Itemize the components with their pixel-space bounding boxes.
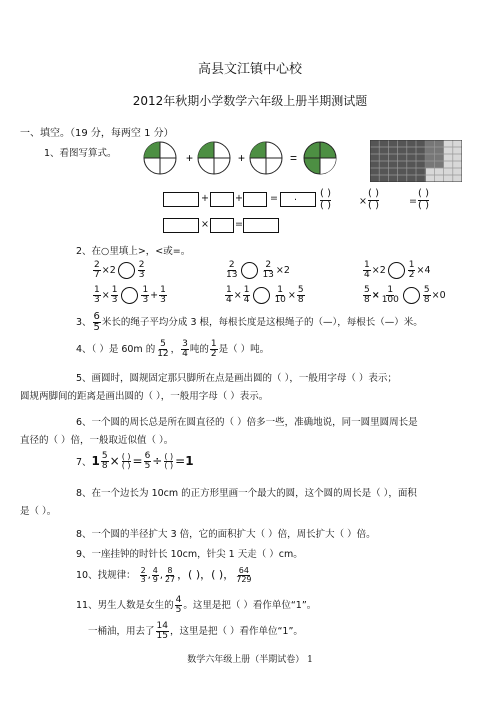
pie-2	[198, 142, 230, 174]
q11-line2: 一桶油，用去了 $\frac{14}{15}$ ，这里是把（ ）看作单位“1”。	[88, 621, 303, 641]
times-sign: ×	[201, 219, 209, 230]
compare-circle[interactable]	[121, 287, 138, 304]
pie-3	[250, 142, 282, 174]
equals-sign: =	[235, 219, 243, 230]
school-name: 高县文江镇中心校	[197, 62, 302, 77]
compare-circle[interactable]	[253, 287, 270, 304]
q5-line1: 5、画圆时，圆规固定那只脚所在点是画出圆的（ ），一般用字母（ ）表示；	[76, 373, 397, 384]
compare-circle[interactable]	[388, 262, 405, 279]
answer-box[interactable]	[163, 192, 199, 207]
grid-figure	[370, 140, 462, 182]
section-title: 一、填空。（19 分，每两空 1 分）	[20, 128, 174, 139]
q4-line: 4、（ ）是 60m 的 $\frac{5}{12}$ ， $\frac{3}{4}$ 吨的 $\frac{1}{2}$ 是（ ）吨。	[76, 339, 270, 359]
times-sign: ×	[359, 196, 367, 207]
q2-row2-b: $\frac{1}{4}$ × $\frac{1}{4}$ $\frac{1}{10}$ × $\frac{5}{8}$	[226, 285, 304, 305]
q6-line1: 6、一个圆的周长总是所在圆直径的（ ）倍多一些，准确地说，同一圆里圆周长是	[76, 417, 418, 428]
q8-line2: 是（ ）。	[20, 506, 57, 517]
answer-box[interactable]	[210, 192, 234, 207]
q5-line2: 圆规两脚间的距离是画出圆的（ ），一般用字母（ ）表示。	[20, 391, 269, 402]
q9-line: 9、一座挂钟的时针长 10cm，针尖 1 天走（ ）cm。	[76, 549, 303, 560]
page-footer: 数学六年级上册（半期试卷） 1	[187, 655, 313, 665]
pie-figures	[142, 138, 352, 178]
q2-row1-c: $\frac{1}{4}$ ×2 $\frac{1}{2}$ ×4	[364, 260, 431, 280]
equals-sign: =	[409, 196, 417, 207]
q8b-line: 8、一个圆的半径扩大 3 倍，它的面积扩大（ ）倍，周长扩大（ ）倍。	[76, 529, 376, 540]
compare-circle[interactable]	[118, 262, 135, 279]
answer-box[interactable]	[243, 192, 267, 207]
answer-box[interactable]	[210, 218, 234, 233]
q2-row1-b: $\frac{2}{13}$ $\frac{2}{13}$ ×2	[226, 260, 290, 280]
pie-1	[144, 142, 176, 174]
compare-circle[interactable]	[241, 262, 258, 279]
q1-label: 1、看图写算式。	[44, 148, 117, 159]
answer-box[interactable]	[243, 218, 279, 233]
q10-line: 10、找规律： $\frac{2}{3}$ , $\frac{4}{9}$ , $\frac{8}{27}$ ，( )，( )， $\frac{64}{729}$	[76, 566, 252, 584]
q2-row2-a: $\frac{1}{3}$ × $\frac{1}{3}$ $\frac{1}{3}$ + $\frac{1}{3}$	[94, 285, 166, 305]
q7-line: 7、1 $\frac{5}{8}$ × ( ) ( ) = $\frac{6}{5}$ ÷ ( ) ( ) =1	[76, 451, 194, 471]
q11-line1: 11、男生人数是女生的 $\frac{4}{5}$ 。这里是把（ ）看作单位“1”。	[76, 595, 317, 615]
paren-fraction-2: ( ) ( )	[368, 188, 379, 211]
q2-row2-c: $\frac{5}{8}$ × $\frac{1}{100}$ $\frac{5}{8}$ ×0	[364, 285, 446, 305]
q3-line: 3、 $\frac{6}{5}$ 米长的绳子平均分成 3 根，每根长度是这根绳子的（—），每根长（—）米。	[76, 311, 423, 333]
plus-sign: +	[235, 193, 243, 204]
paren-fraction-3: ( ) ( )	[418, 188, 429, 211]
answer-box[interactable]	[163, 218, 199, 233]
q2-row1-a: $\frac{2}{7}$ ×2 $\frac{2}{3}$	[94, 260, 145, 280]
svg-text:+: +	[238, 151, 246, 165]
paren-fraction-1: ( ) ( )	[320, 188, 331, 211]
q8-line1: 8、在一个边长为 10cm 的正方形里画一个最大的圆，这个圆的周长是（ ），面积	[76, 488, 417, 499]
svg-text:+: +	[186, 151, 194, 165]
plus-sign: +	[201, 193, 209, 204]
q6-line2: 直径的（ ）倍，一般取近似值（ ）。	[20, 435, 174, 446]
equals-sign: =	[270, 193, 278, 204]
exam-title: 2012年秋期小学数学六年级上册半期测试题	[132, 94, 368, 108]
dot: .	[294, 192, 298, 203]
compare-circle[interactable]	[403, 287, 420, 304]
svg-text:=: =	[290, 151, 298, 165]
pie-4	[304, 142, 336, 174]
answer-box[interactable]	[280, 192, 316, 207]
q2-label: 2、在○里填上>，<或=。	[76, 246, 191, 257]
